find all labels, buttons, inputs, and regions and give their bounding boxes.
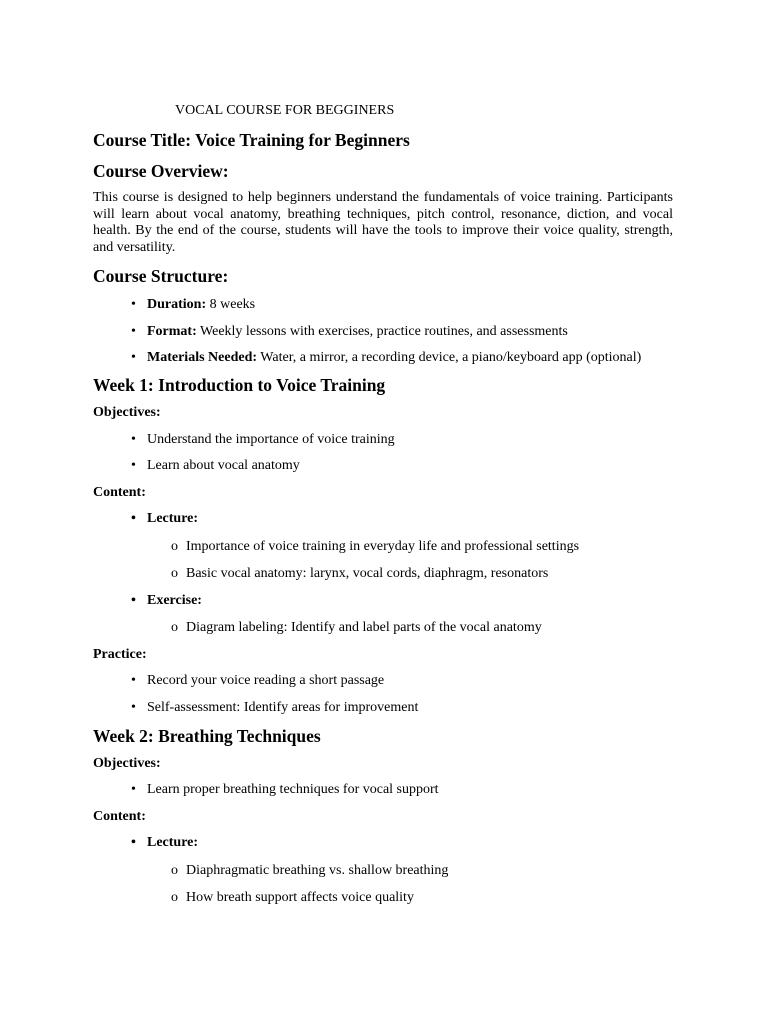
week1-exercise-list [93,592,673,609]
sub-list-item: o Diagram labeling: Identify and label parts of the vocal anatomy [93,619,673,636]
structure-item-label: Format: [147,323,197,339]
document-page [93,0,673,906]
week2-lecture-label: • Lecture: [93,834,673,851]
structure-item-materials [93,349,673,366]
structure-item-text: Water, a mirror, a recording device, a piano/keyboard app (optional) [257,350,642,365]
overview-paragraph: This course is designed to help beginners understand the fundamentals of voice training. Participants will learn about vocal anatomy, breathing techniques, pitch control, resonance, diction, and vocal health. By the end of the course, students will have the tools to improve their voice quality, strength, and versatility. [93,190,673,255]
structure-list [93,296,673,366]
list-item: • Self-assessment: Identify areas for improvement [93,699,673,716]
week2-content-list [93,834,673,851]
list-item: • Learn about vocal anatomy [93,457,673,474]
week1-exercise-label: • Exercise: [93,592,673,609]
week1-lecture-label: • Lecture: [93,510,673,527]
week1-practice-list [93,672,673,716]
week2-heading: Week 2: Breathing Techniques [93,725,321,746]
sub-list-item: o Importance of voice training in everyday life and professional settings [93,538,673,555]
structure-item-text: Weekly lessons with exercises, practice routines, and assessments [196,323,568,339]
week1-objectives-label: Objectives: [93,405,161,420]
week1-heading: Week 1: Introduction to Voice Training [93,375,386,395]
structure-item-label: Duration: [147,297,207,312]
list-item: • Learn proper breathing techniques for vocal support [93,781,673,798]
week1-exercise-items [93,619,673,636]
structure-item-format [93,323,673,340]
week1-lecture-list [93,538,673,583]
week2-objectives-list [93,781,673,798]
overview-heading: Course Overview: [93,161,229,181]
week2-lecture-list [93,862,673,907]
document-title: VOCAL COURSE FOR BEGGINERS [175,103,395,118]
list-item: • Understand the importance of voice training [93,431,673,448]
week1-content-label: Content: [93,484,146,500]
structure-item-text: 8 weeks [206,297,256,312]
structure-heading: Course Structure: [93,266,229,286]
week1-objectives-list [93,431,673,475]
list-item: • Record your voice reading a short passage [93,672,673,689]
week1-practice-label: Practice: [93,646,147,662]
course-title: Course Title: Voice Training for Beginners [93,130,410,150]
sub-list-item: o Basic vocal anatomy: larynx, vocal cords, diaphragm, resonators [93,565,673,582]
sub-list-item: o Diaphragmatic breathing vs. shallow breathing [93,862,673,879]
sub-list-item: o How breath support affects voice quality [93,889,673,906]
week2-objectives-label: Objectives: [93,755,161,771]
week1-content-list [93,510,673,527]
week2-content-label: Content: [93,808,146,824]
structure-item-label: Materials Needed: [147,350,258,365]
structure-item-duration [93,296,673,313]
